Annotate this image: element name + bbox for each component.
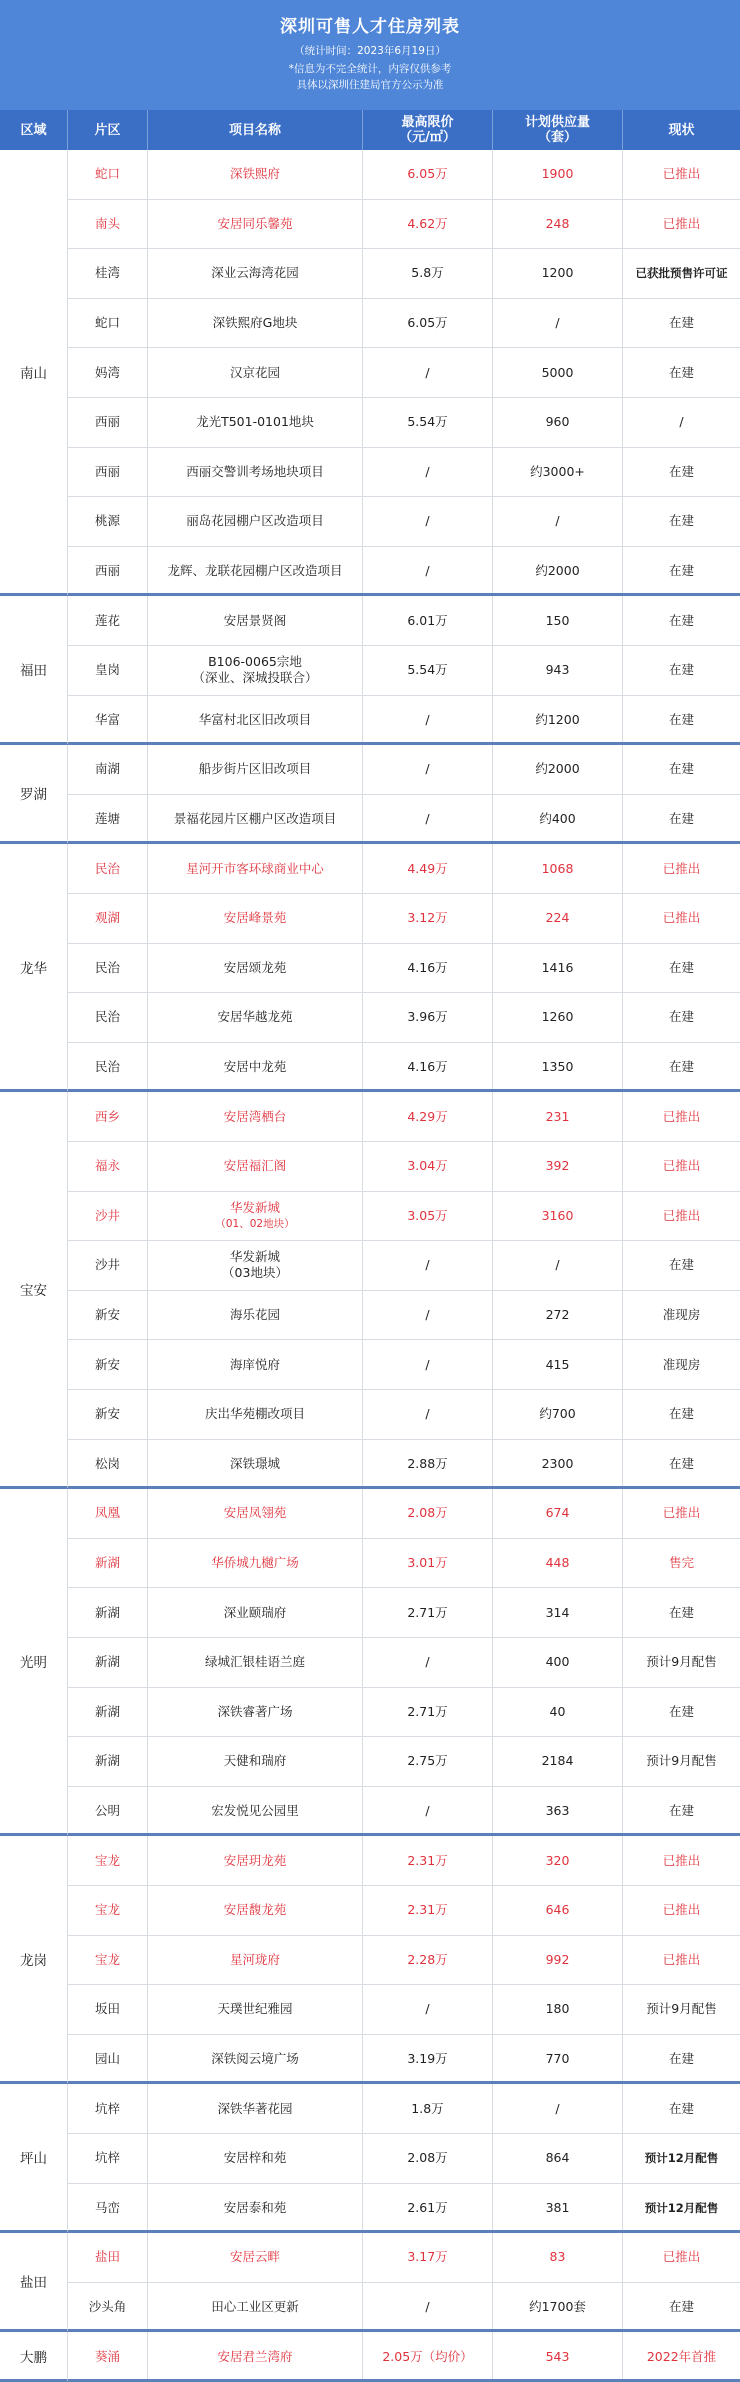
cell-area: 民治 bbox=[68, 993, 148, 1042]
cell-price: 4.16万 bbox=[363, 1043, 493, 1092]
cell-supply: 1200 bbox=[493, 249, 623, 298]
cell-area: 蛇口 bbox=[68, 150, 148, 199]
cell-status: 已推出 bbox=[662, 1207, 701, 1223]
cell-price: 2.75万 bbox=[363, 1737, 493, 1786]
cell-project: 海乐花园 bbox=[148, 1291, 363, 1340]
cell-project: 安居湾栖台 bbox=[148, 1092, 363, 1141]
cell-price: 3.05万 bbox=[363, 1192, 493, 1241]
cell-area: 宝龙 bbox=[68, 1936, 148, 1985]
cell-area: 南头 bbox=[68, 200, 148, 249]
col-header-area: 片区 bbox=[68, 110, 148, 150]
cell-area: 宝龙 bbox=[68, 1836, 148, 1885]
cell-price: 2.61万 bbox=[363, 2184, 493, 2233]
cell-status: 在建 bbox=[668, 761, 694, 777]
cell-supply: 约700 bbox=[493, 1390, 623, 1439]
cell-area: 妈湾 bbox=[68, 348, 148, 397]
cell-area: 马峦 bbox=[68, 2184, 148, 2233]
cell-area: 西乡 bbox=[68, 1092, 148, 1141]
table-row bbox=[68, 299, 740, 349]
cell-project: 深铁阅云境广场 bbox=[148, 2035, 363, 2084]
cell-supply: 992 bbox=[493, 1936, 623, 1985]
cell-supply: 5000 bbox=[493, 348, 623, 397]
cell-project: 安居中龙苑 bbox=[148, 1043, 363, 1092]
table-row bbox=[68, 2283, 740, 2333]
cell-status: 在建 bbox=[668, 2299, 694, 2315]
col-header-status: 现状 bbox=[668, 122, 695, 138]
cell-status: 准现房 bbox=[662, 1356, 701, 1372]
cell-status: 在建 bbox=[668, 959, 694, 975]
cell-area: 蛇口 bbox=[68, 299, 148, 348]
cell-area: 新湖 bbox=[68, 1737, 148, 1786]
table-row bbox=[68, 348, 740, 398]
cell-project: 深铁熙府G地块 bbox=[148, 299, 363, 348]
cell-area: 凤凰 bbox=[68, 1489, 148, 1538]
cell-price: 2.31万 bbox=[363, 1886, 493, 1935]
cell-status: 在建 bbox=[668, 1406, 694, 1422]
cell-project: 安居景贤阁 bbox=[148, 596, 363, 645]
cell-price: 1.8万 bbox=[363, 2084, 493, 2133]
cell-status: 在建 bbox=[668, 1059, 694, 1075]
table-row bbox=[68, 2084, 740, 2134]
cell-project: 田心工业区更新 bbox=[148, 2283, 363, 2332]
cell-status: 在建 bbox=[668, 364, 694, 380]
cell-project: 丽岛花园棚户区改造项目 bbox=[148, 497, 363, 546]
cell-project: 景福花园片区棚户区改造项目 bbox=[148, 795, 363, 844]
cell-price: 3.01万 bbox=[363, 1539, 493, 1588]
col-header-project: 项目名称 bbox=[148, 110, 363, 150]
table-row bbox=[68, 1192, 740, 1242]
cell-project: 安居梓和苑 bbox=[148, 2134, 363, 2183]
cell-price: 6.01万 bbox=[363, 596, 493, 645]
cell-price: 3.04万 bbox=[363, 1142, 493, 1191]
table-row bbox=[68, 1985, 740, 2035]
table-row bbox=[68, 844, 740, 894]
district-label: 南山 bbox=[0, 150, 68, 596]
cell-supply: 543 bbox=[493, 2332, 623, 2381]
cell-supply: 1350 bbox=[493, 1043, 623, 1092]
cell-area: 新安 bbox=[68, 1390, 148, 1439]
cell-project: 庆岀华苑棚改项目 bbox=[148, 1390, 363, 1439]
table-row bbox=[68, 150, 740, 200]
table-row bbox=[68, 1440, 740, 1490]
cell-price: 2.31万 bbox=[363, 1836, 493, 1885]
district-label: 罗湖 bbox=[0, 745, 68, 844]
cell-supply: 448 bbox=[493, 1539, 623, 1588]
cell-status: 已推出 bbox=[662, 860, 701, 876]
cell-price: 4.16万 bbox=[363, 944, 493, 993]
table-row bbox=[68, 249, 740, 299]
cell-status: 在建 bbox=[668, 662, 694, 678]
cell-project: 西丽交警训考场地块项目 bbox=[148, 448, 363, 497]
district-label: 光明 bbox=[0, 1489, 68, 1836]
cell-status: 预计9月配售 bbox=[646, 1654, 717, 1670]
cell-area: 沙井 bbox=[68, 1192, 148, 1241]
cell-area: 南湖 bbox=[68, 745, 148, 794]
disclaimer-note-2: 具体以深圳住建局官方公示为准 bbox=[296, 79, 444, 91]
table-row bbox=[68, 1787, 740, 1837]
cell-supply: 1416 bbox=[493, 944, 623, 993]
cell-supply: 272 bbox=[493, 1291, 623, 1340]
cell-status: 预计9月配售 bbox=[646, 1753, 717, 1769]
table-row bbox=[68, 696, 740, 746]
cell-area: 坂田 bbox=[68, 1985, 148, 2034]
cell-supply: 180 bbox=[493, 1985, 623, 2034]
cell-price: / bbox=[363, 2283, 493, 2332]
table-row bbox=[68, 1688, 740, 1738]
cell-supply: 381 bbox=[493, 2184, 623, 2233]
cell-supply: 320 bbox=[493, 1836, 623, 1885]
cell-supply: 1260 bbox=[493, 993, 623, 1042]
col-header-supply: 计划供应量（套） bbox=[493, 110, 623, 150]
cell-area: 盐田 bbox=[68, 2233, 148, 2282]
cell-status: 已推出 bbox=[662, 1505, 701, 1521]
cell-supply: 224 bbox=[493, 894, 623, 943]
cell-area: 公明 bbox=[68, 1787, 148, 1836]
cell-project: 安居凤翎苑 bbox=[148, 1489, 363, 1538]
table-row bbox=[68, 497, 740, 547]
cell-supply: 3160 bbox=[493, 1192, 623, 1241]
cell-price: 3.12万 bbox=[363, 894, 493, 943]
cell-price: / bbox=[363, 696, 493, 745]
cell-status: 预计12月配售 bbox=[644, 2200, 719, 2215]
table-row bbox=[68, 1092, 740, 1142]
cell-area: 坑梓 bbox=[68, 2134, 148, 2183]
table-row bbox=[68, 1886, 740, 1936]
cell-price: / bbox=[363, 348, 493, 397]
cell-supply: 150 bbox=[493, 596, 623, 645]
table-row bbox=[68, 448, 740, 498]
cell-project: 华富村北区旧改项目 bbox=[148, 696, 363, 745]
table-row bbox=[68, 547, 740, 597]
cell-supply: / bbox=[493, 1241, 623, 1290]
cell-project: 安居颂龙苑 bbox=[148, 944, 363, 993]
cell-status: 预计12月配售 bbox=[644, 2151, 719, 2166]
cell-supply: 674 bbox=[493, 1489, 623, 1538]
table-row bbox=[68, 1588, 740, 1638]
cell-supply: 415 bbox=[493, 1340, 623, 1389]
cell-supply: 960 bbox=[493, 398, 623, 447]
cell-area: 园山 bbox=[68, 2035, 148, 2084]
cell-supply: 约1200 bbox=[493, 696, 623, 745]
cell-status: 在建 bbox=[668, 2100, 694, 2116]
cell-area: 沙头角 bbox=[68, 2283, 148, 2332]
table-row bbox=[68, 894, 740, 944]
table-row bbox=[68, 1241, 740, 1291]
cell-price: 4.29万 bbox=[363, 1092, 493, 1141]
table-row bbox=[68, 398, 740, 448]
project-name: 华发新城 bbox=[229, 1199, 280, 1215]
page-title: 深圳可售人才住房列表 bbox=[280, 17, 460, 37]
cell-project: 天璞世纪雅园 bbox=[148, 1985, 363, 2034]
table-row bbox=[68, 944, 740, 994]
cell-supply: 646 bbox=[493, 1886, 623, 1935]
cell-supply: 约400 bbox=[493, 795, 623, 844]
cell-price: 3.17万 bbox=[363, 2233, 493, 2282]
table-row bbox=[68, 1936, 740, 1986]
district-label: 福田 bbox=[0, 596, 68, 745]
col-header-price: 最高限价（元/㎡） bbox=[363, 110, 493, 150]
cell-area: 宝龙 bbox=[68, 1886, 148, 1935]
cell-project: 星河珑府 bbox=[148, 1936, 363, 1985]
cell-status: 已推出 bbox=[662, 215, 701, 231]
cell-price: 4.49万 bbox=[363, 844, 493, 893]
cell-project: 安居馥龙苑 bbox=[148, 1886, 363, 1935]
cell-status: 在建 bbox=[668, 315, 694, 331]
project-note: （01、02地块） bbox=[215, 1217, 295, 1230]
cell-status: 售完 bbox=[668, 1555, 694, 1571]
table-row bbox=[68, 646, 740, 696]
cell-supply: 2184 bbox=[493, 1737, 623, 1786]
cell-area: 新湖 bbox=[68, 1638, 148, 1687]
cell-price: 2.71万 bbox=[363, 1588, 493, 1637]
cell-supply: 314 bbox=[493, 1588, 623, 1637]
cell-area: 坑梓 bbox=[68, 2084, 148, 2133]
district-label: 宝安 bbox=[0, 1092, 68, 1489]
table-row bbox=[68, 1043, 740, 1093]
cell-supply: 231 bbox=[493, 1092, 623, 1141]
cell-status: 在建 bbox=[668, 2051, 694, 2067]
cell-status: 已推出 bbox=[662, 1108, 701, 1124]
cell-status: 在建 bbox=[668, 513, 694, 529]
cell-project: 安居玥龙苑 bbox=[148, 1836, 363, 1885]
table-row bbox=[68, 993, 740, 1043]
cell-area: 观湖 bbox=[68, 894, 148, 943]
cell-area: 葵涌 bbox=[68, 2332, 148, 2381]
cell-status: 在建 bbox=[668, 1703, 694, 1719]
cell-price: 5.8万 bbox=[363, 249, 493, 298]
cell-price: / bbox=[363, 1638, 493, 1687]
cell-supply: 约1700套 bbox=[493, 2283, 623, 2332]
cell-status: 在建 bbox=[668, 1257, 694, 1273]
cell-price: 6.05万 bbox=[363, 299, 493, 348]
cell-project: 天健和瑞府 bbox=[148, 1737, 363, 1786]
cell-area: 桂湾 bbox=[68, 249, 148, 298]
table-row bbox=[68, 2035, 740, 2085]
cell-status: 在建 bbox=[668, 563, 694, 579]
cell-supply: 约2000 bbox=[493, 745, 623, 794]
cell-supply: 1900 bbox=[493, 150, 623, 199]
cell-status: 已获批预售许可证 bbox=[635, 266, 728, 281]
cell-price: 3.96万 bbox=[363, 993, 493, 1042]
cell-status: 预计9月配售 bbox=[646, 2001, 717, 2017]
cell-project: 安居泰和苑 bbox=[148, 2184, 363, 2233]
cell-price: / bbox=[363, 745, 493, 794]
cell-status: 已推出 bbox=[662, 2249, 701, 2265]
cell-status: 准现房 bbox=[662, 1307, 701, 1323]
cell-price: 2.88万 bbox=[363, 1440, 493, 1489]
cell-status: 已推出 bbox=[662, 1902, 701, 1918]
table-row bbox=[68, 1390, 740, 1440]
cell-area: 皇岗 bbox=[68, 646, 148, 695]
disclaimer-note: *信息为不完全统计，内容仅供参考 bbox=[288, 63, 452, 75]
cell-price: 3.19万 bbox=[363, 2035, 493, 2084]
cell-status: / bbox=[679, 414, 684, 430]
cell-project: 安居华越龙苑 bbox=[148, 993, 363, 1042]
table-row bbox=[68, 2332, 740, 2382]
housing-table bbox=[0, 150, 740, 2381]
cell-project: 深铁璟城 bbox=[148, 1440, 363, 1489]
project-note: （深业、深城投联合） bbox=[192, 670, 318, 686]
cell-project: 深铁华著花园 bbox=[148, 2084, 363, 2133]
cell-area: 新湖 bbox=[68, 1588, 148, 1637]
cell-project: 龙辉、龙联花园棚户区改造项目 bbox=[148, 547, 363, 596]
cell-status: 已推出 bbox=[662, 1158, 701, 1174]
cell-project: 深铁睿著广场 bbox=[148, 1688, 363, 1737]
cell-project: 安居峰景苑 bbox=[148, 894, 363, 943]
cell-area: 新安 bbox=[68, 1291, 148, 1340]
table-row bbox=[68, 596, 740, 646]
cell-area: 新安 bbox=[68, 1340, 148, 1389]
cell-status: 已推出 bbox=[662, 1852, 701, 1868]
cell-area: 民治 bbox=[68, 844, 148, 893]
cell-project: 安居同乐馨苑 bbox=[148, 200, 363, 249]
cell-status: 在建 bbox=[668, 463, 694, 479]
cell-supply: 864 bbox=[493, 2134, 623, 2183]
cell-area: 民治 bbox=[68, 944, 148, 993]
cell-supply: 400 bbox=[493, 1638, 623, 1687]
cell-area: 福永 bbox=[68, 1142, 148, 1191]
cell-supply: 2300 bbox=[493, 1440, 623, 1489]
cell-supply: / bbox=[493, 2084, 623, 2133]
table-row bbox=[68, 200, 740, 250]
cell-price: 6.05万 bbox=[363, 150, 493, 199]
table-row bbox=[68, 1142, 740, 1192]
table-row bbox=[68, 1340, 740, 1390]
cell-status: 已推出 bbox=[662, 910, 701, 926]
cell-area: 新湖 bbox=[68, 1688, 148, 1737]
table-row bbox=[68, 1539, 740, 1589]
cell-supply: 约2000 bbox=[493, 547, 623, 596]
cell-project: 安居云畔 bbox=[148, 2233, 363, 2282]
cell-status: 在建 bbox=[668, 1455, 694, 1471]
cell-supply: 约3000+ bbox=[493, 448, 623, 497]
table-row bbox=[68, 1638, 740, 1688]
cell-area: 松岗 bbox=[68, 1440, 148, 1489]
cell-status: 已推出 bbox=[662, 166, 701, 182]
table-row bbox=[68, 745, 740, 795]
district-label: 坪山 bbox=[0, 2084, 68, 2233]
table-row bbox=[68, 795, 740, 845]
cell-area: 桃源 bbox=[68, 497, 148, 546]
cell-price: / bbox=[363, 1390, 493, 1439]
cell-price: 5.54万 bbox=[363, 646, 493, 695]
table-header bbox=[0, 110, 740, 150]
district-label: 大鹏 bbox=[0, 2332, 68, 2382]
cell-price: / bbox=[363, 497, 493, 546]
project-name: B106-0065宗地 bbox=[208, 654, 302, 670]
cell-area: 莲花 bbox=[68, 596, 148, 645]
cell-price: / bbox=[363, 1291, 493, 1340]
cell-status: 2022年首推 bbox=[646, 2348, 717, 2364]
table-row bbox=[68, 2233, 740, 2283]
district-label: 龙岗 bbox=[0, 1836, 68, 2084]
project-note: （03地块） bbox=[222, 1265, 288, 1281]
cell-area: 华富 bbox=[68, 696, 148, 745]
cell-price: / bbox=[363, 1787, 493, 1836]
cell-project: 深业云海湾花园 bbox=[148, 249, 363, 298]
cell-supply: 40 bbox=[493, 1688, 623, 1737]
cell-project: 华侨城九樾广场 bbox=[148, 1539, 363, 1588]
cell-status: 在建 bbox=[668, 1604, 694, 1620]
cell-price: / bbox=[363, 1985, 493, 2034]
cell-status: 在建 bbox=[668, 811, 694, 827]
col-header-district: 区域 bbox=[0, 110, 68, 150]
cell-price: / bbox=[363, 547, 493, 596]
cell-project: 船步街片区旧改项目 bbox=[148, 745, 363, 794]
cell-status: 在建 bbox=[668, 1803, 694, 1819]
cell-supply: 943 bbox=[493, 646, 623, 695]
cell-project: 宏发悦见公园里 bbox=[148, 1787, 363, 1836]
cell-area: 沙井 bbox=[68, 1241, 148, 1290]
district-label: 盐田 bbox=[0, 2233, 68, 2332]
cell-area: 西丽 bbox=[68, 398, 148, 447]
cell-price: 5.54万 bbox=[363, 398, 493, 447]
table-row bbox=[68, 1291, 740, 1341]
cell-project: 海庠悦府 bbox=[148, 1340, 363, 1389]
cell-supply: 770 bbox=[493, 2035, 623, 2084]
cell-supply: 363 bbox=[493, 1787, 623, 1836]
cell-price: 2.71万 bbox=[363, 1688, 493, 1737]
cell-supply: 83 bbox=[493, 2233, 623, 2282]
cell-area: 莲塘 bbox=[68, 795, 148, 844]
page-header bbox=[0, 0, 740, 110]
table-row bbox=[68, 2134, 740, 2184]
table-row bbox=[68, 2184, 740, 2234]
stat-time: （统计时间：2023年6月19日） bbox=[294, 45, 446, 57]
cell-price: 4.62万 bbox=[363, 200, 493, 249]
district-label: 龙华 bbox=[0, 844, 68, 1092]
cell-status: 在建 bbox=[668, 612, 694, 628]
cell-project: 星河开市客环球商业中心 bbox=[148, 844, 363, 893]
cell-project: 龙光T501-0101地块 bbox=[148, 398, 363, 447]
cell-project bbox=[148, 1192, 363, 1241]
cell-supply: / bbox=[493, 299, 623, 348]
cell-area: 民治 bbox=[68, 1043, 148, 1092]
cell-price: / bbox=[363, 1340, 493, 1389]
cell-supply: 1068 bbox=[493, 844, 623, 893]
cell-price: 2.28万 bbox=[363, 1936, 493, 1985]
cell-price: / bbox=[363, 448, 493, 497]
cell-status: 在建 bbox=[668, 1009, 694, 1025]
cell-price: 2.08万 bbox=[363, 2134, 493, 2183]
cell-project: 安居君兰湾府 bbox=[148, 2332, 363, 2381]
cell-area: 西丽 bbox=[68, 448, 148, 497]
table-row bbox=[68, 1737, 740, 1787]
project-name: 华发新城 bbox=[229, 1249, 280, 1265]
table-row bbox=[68, 1489, 740, 1539]
table-row bbox=[68, 1836, 740, 1886]
cell-price: 2.05万（均价） bbox=[363, 2332, 493, 2381]
cell-project bbox=[148, 1241, 363, 1290]
cell-area: 西丽 bbox=[68, 547, 148, 596]
cell-project: 深业颐瑞府 bbox=[148, 1588, 363, 1637]
cell-price: / bbox=[363, 1241, 493, 1290]
cell-project: 安居福汇阁 bbox=[148, 1142, 363, 1191]
cell-supply: 248 bbox=[493, 200, 623, 249]
cell-project: 深铁熙府 bbox=[148, 150, 363, 199]
cell-status: 已推出 bbox=[662, 1951, 701, 1967]
cell-project: 绿城汇银桂语兰庭 bbox=[148, 1638, 363, 1687]
cell-area: 新湖 bbox=[68, 1539, 148, 1588]
cell-supply: / bbox=[493, 497, 623, 546]
cell-status: 在建 bbox=[668, 711, 694, 727]
cell-supply: 392 bbox=[493, 1142, 623, 1191]
cell-project: 汉京花园 bbox=[148, 348, 363, 397]
cell-project bbox=[148, 646, 363, 695]
cell-price: 2.08万 bbox=[363, 1489, 493, 1538]
cell-price: / bbox=[363, 795, 493, 844]
